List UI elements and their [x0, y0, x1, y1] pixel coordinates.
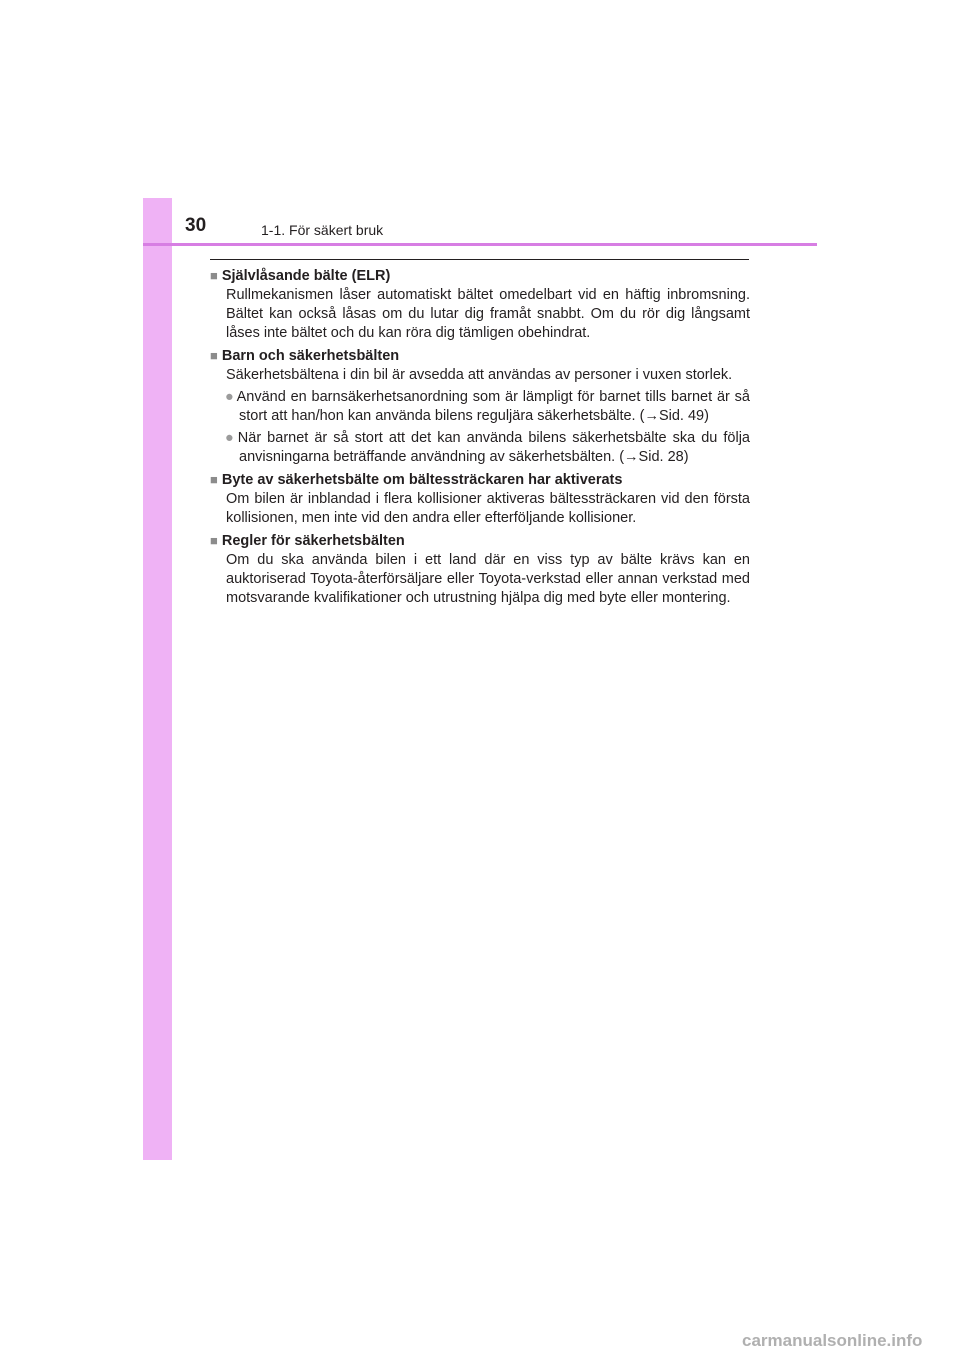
side-tab-band	[143, 198, 172, 1160]
square-bullet-icon: ■	[210, 348, 218, 363]
section-heading: ■ Barn och säkerhetsbälten	[210, 348, 400, 364]
chapter-title: 1-1. För säkert bruk	[261, 222, 384, 238]
section-text: Om bilen är inblandad i flera kollisioner aktiveras bältessträckaren vid den första kollisionen, men inte vid den andra eller efterföljande kollisioner.	[226, 491, 750, 526]
section-heading: ■ Byte av säkerhetsbälte om bältessträckaren har aktiverats	[210, 472, 623, 488]
page-number: 30	[185, 215, 207, 236]
watermark-link[interactable]: carmanualsonline.info	[742, 1331, 923, 1350]
section-text: Om du ska använda bilen i ett land där en viss typ av bälte krävs kan en auktoriserad Toyota-återförsäljare eller Toyota-verkstad eller annan verkstad med motsvarande kvalifikationer och utrustning hjälpa dig med byte eller montering.	[226, 552, 750, 606]
circle-bullet-icon: ●	[225, 389, 235, 405]
header-rule	[143, 243, 817, 246]
square-bullet-icon: ■	[210, 533, 218, 548]
circle-bullet-icon: ●	[225, 430, 236, 446]
section-heading: ■ Regler för säkerhetsbälten	[210, 533, 405, 549]
square-bullet-icon: ■	[210, 268, 218, 283]
section-heading: ■ Självlåsande bälte (ELR)	[210, 268, 391, 284]
square-bullet-icon: ■	[210, 472, 218, 487]
section-text: Säkerhetsbältena i din bil är avsedda att användas av personer i vuxen storlek.	[226, 367, 733, 383]
list-item: ● Använd en barnsäkerhetsanordning som är lämpligt för barnet tills barnet är så stort att han/hon kan använda bilens reguljära säkerhetsbälte. (→Sid. 49)	[225, 389, 750, 424]
list-item: ● När barnet är så stort att det kan använda bilens säkerhetsbälte ska du följa anvisningarna beträffande användning av säkerhetsbälten. (→Sid. 28)	[225, 430, 750, 465]
section-divider	[210, 259, 749, 260]
section-text: Rullmekanismen låser automatiskt bältet omedelbart vid en häftig inbromsning. Bältet kan också låsas om du lutar dig framåt snabbt. Om du rör dig långsamt låses inte bältet och du kan röra dig tämligen obehindrat.	[226, 287, 750, 341]
content	[210, 266, 750, 608]
